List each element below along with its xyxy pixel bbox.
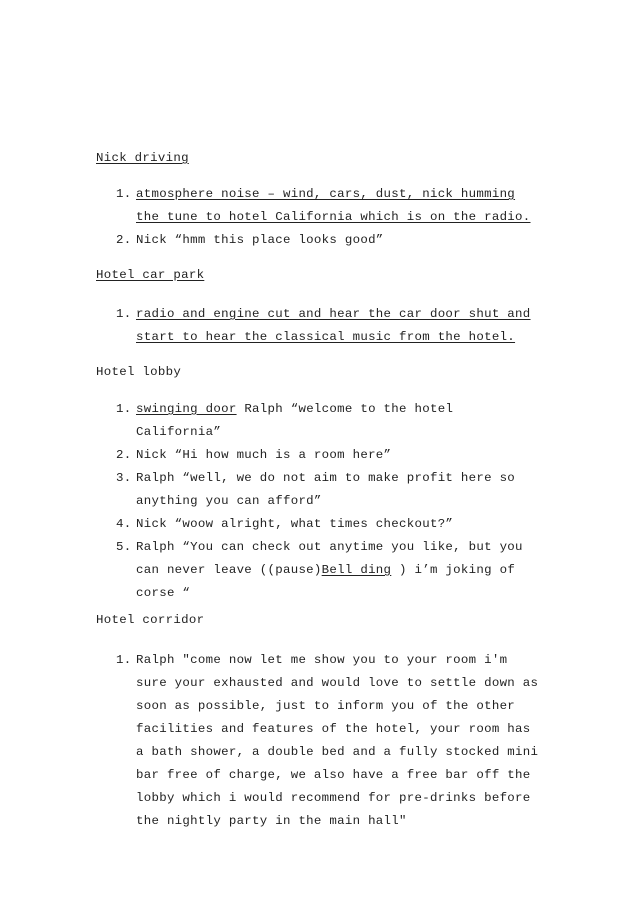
section-heading-hotel-corridor: Hotel corridor xyxy=(96,613,205,627)
list-item-line: Ralph "come now let me show you to your room i'm xyxy=(136,653,508,667)
list-item-line: a bath shower, a double bed and a fully stocked mini xyxy=(136,745,539,759)
dialogue-text: can never leave ((pause) xyxy=(136,563,322,577)
list-item-line: Nick “woow alright, what times checkout?” xyxy=(136,517,454,531)
list-item-line: Ralph “You can check out anytime you like, but you xyxy=(136,540,523,554)
list-item-line: Nick “hmm this place looks good” xyxy=(136,233,384,247)
list-number: 1. xyxy=(116,653,132,667)
list-item-line: start to hear the classical music from the hotel. xyxy=(136,330,516,344)
list-item-line: soon as possible, just to inform you of the other xyxy=(136,699,516,713)
section-heading-nick-driving: Nick driving xyxy=(96,151,189,165)
list-item-line xyxy=(136,401,453,417)
list-item-line: atmosphere noise – wind, cars, dust, nick humming xyxy=(136,187,516,201)
sound-cue-bell-ding: Bell ding xyxy=(321,563,392,577)
list-item-line: Ralph “well, we do not aim to make profit here so xyxy=(136,471,516,485)
list-number: 2. xyxy=(116,233,132,247)
section-heading-hotel-lobby: Hotel lobby xyxy=(96,365,182,379)
dialogue-text: Ralph “welcome to the hotel xyxy=(236,402,454,416)
list-item-line: lobby which i would recommend for pre-drinks before xyxy=(136,791,531,805)
list-item-line: radio and engine cut and hear the car door shut and xyxy=(136,307,531,321)
dialogue-text: ) i’m joking of xyxy=(391,563,516,577)
list-number: 1. xyxy=(116,402,132,416)
list-item-line: California” xyxy=(136,425,222,439)
list-item-line: bar free of charge, we also have a free bar off the xyxy=(136,768,531,782)
list-item-line: corse “ xyxy=(136,586,191,600)
list-item-line: sure your exhausted and would love to settle down as xyxy=(136,676,539,690)
list-number: 1. xyxy=(116,307,132,321)
list-item-line: facilities and features of the hotel, your room has xyxy=(136,722,531,736)
list-number: 5. xyxy=(116,540,132,554)
list-number: 2. xyxy=(116,448,132,462)
list-item-line: the nightly party in the main hall" xyxy=(136,814,407,828)
section-heading-hotel-car-park: Hotel car park xyxy=(96,268,205,282)
list-number: 1. xyxy=(116,187,132,201)
list-item-line xyxy=(136,562,515,578)
sound-cue-swinging-door: swinging door xyxy=(136,402,237,416)
list-number: 4. xyxy=(116,517,132,531)
list-number: 3. xyxy=(116,471,132,485)
list-item-line: the tune to hotel California which is on the radio. xyxy=(136,210,531,224)
list-item-line: anything you can afford” xyxy=(136,494,322,508)
list-item-line: Nick “Hi how much is a room here” xyxy=(136,448,392,462)
